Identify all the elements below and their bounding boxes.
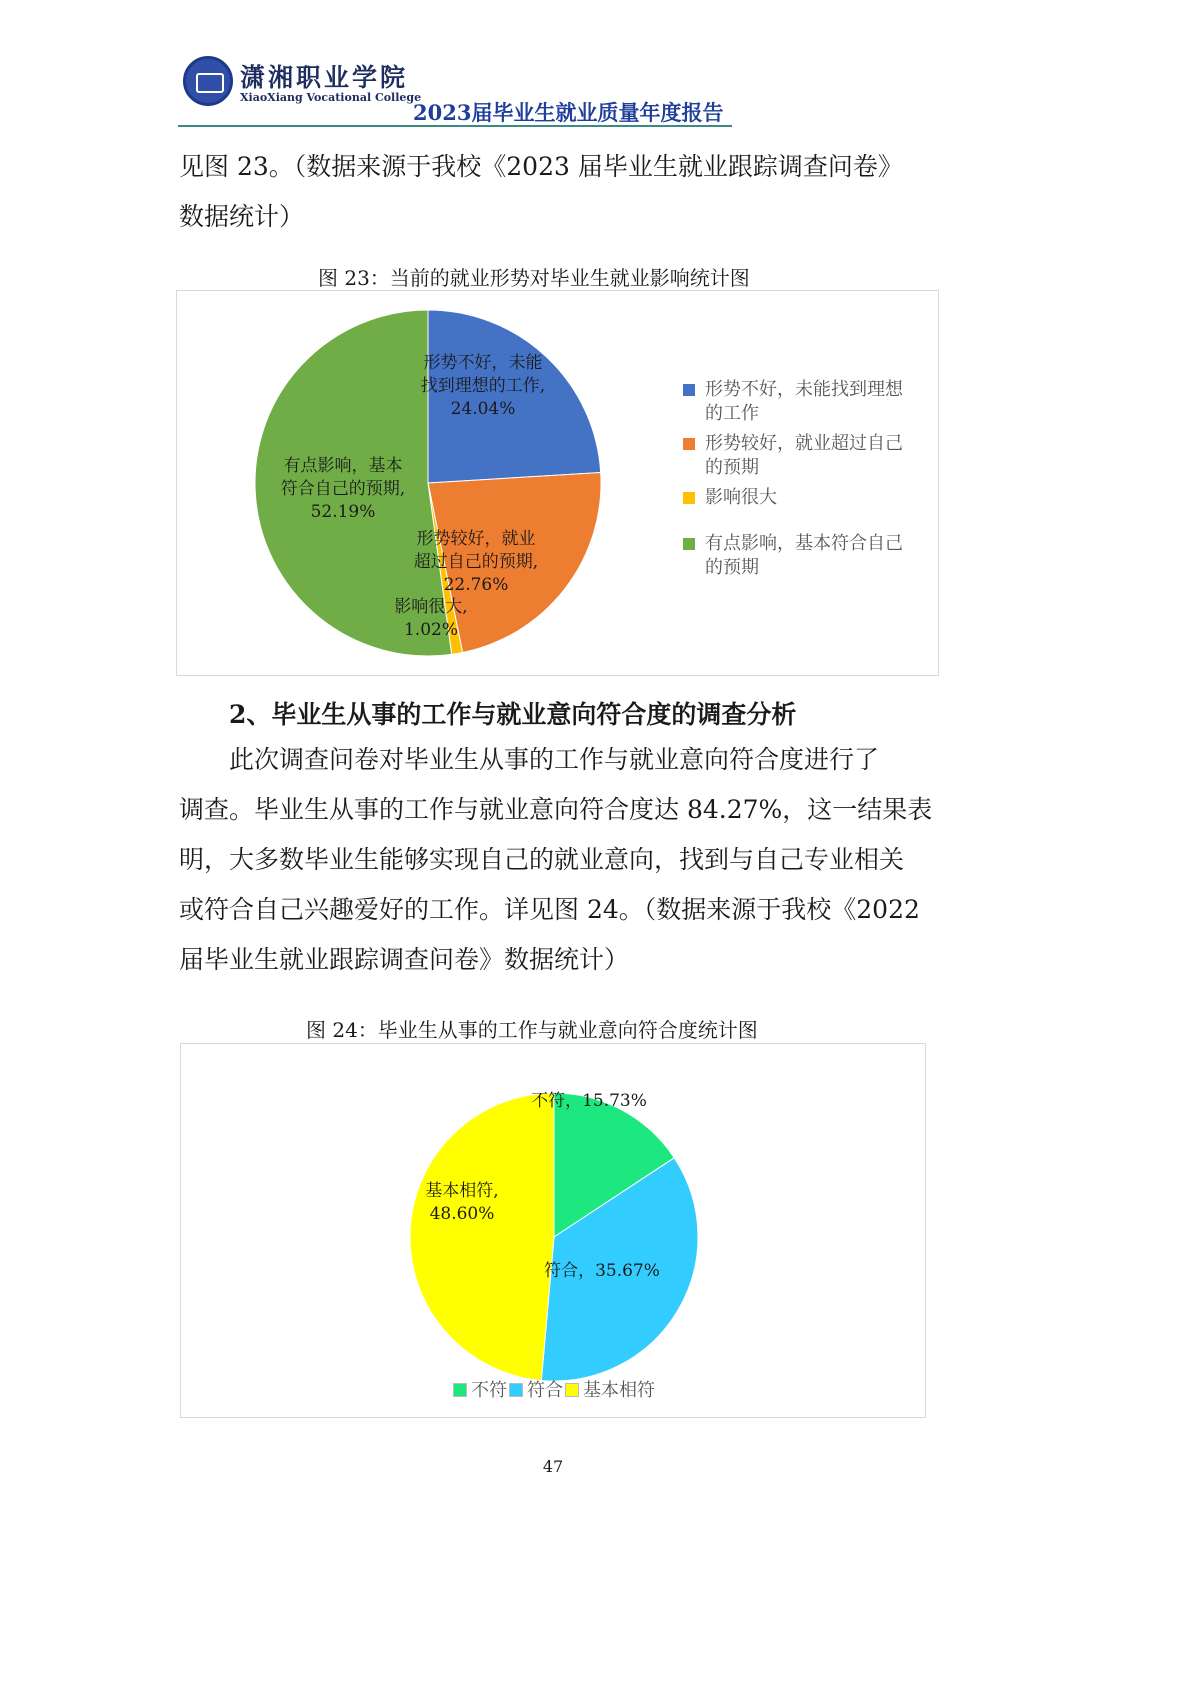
- fig24-pie-chart: [181, 1044, 925, 1417]
- fig23-slice-1: [428, 310, 601, 483]
- fig24-legend-item-3: 基本相符: [583, 1380, 655, 1401]
- intro-paragraph: [179, 142, 939, 242]
- section2-line-2: 调查。毕业生从事的工作与就业意向符合度达 84.27%，这一结果表: [179, 795, 933, 824]
- fig23-legend-item-3: [683, 486, 933, 510]
- fig23-data-label-1: 形势不好，未能找到理想的工作, 24.04%: [420, 353, 546, 419]
- legend-swatch: [453, 1383, 467, 1397]
- legend-label: 的工作: [705, 403, 759, 424]
- school-name-cn: 潇湘职业学院: [240, 63, 409, 92]
- legend-swatch: [683, 384, 695, 396]
- fig23-caption: 图 23：当前的就业形势对毕业生就业影响统计图: [318, 266, 750, 290]
- section2-paragraph: [179, 735, 939, 985]
- section2-line-3: 明，大多数毕业生能够实现自己的就业意向，找到与自己专业相关: [179, 845, 905, 874]
- section2-line-5: 届毕业生就业跟踪调查问卷》数据统计）: [179, 945, 630, 974]
- legend-label: 形势较好，就业超过自己: [705, 433, 903, 454]
- fig24-caption: 图 24：毕业生从事的工作与就业意向符合度统计图: [306, 1018, 758, 1042]
- fig24-legend: [180, 1376, 926, 1402]
- section-heading: 2、毕业生从事的工作与就业意向符合度的调查分析: [229, 700, 797, 729]
- legend-swatch: [683, 438, 695, 450]
- fig24-legend-item-1: 不符: [471, 1380, 507, 1401]
- fig23-legend: [683, 378, 933, 586]
- fig23-legend-item-2: [683, 432, 933, 480]
- header-rule: [178, 125, 732, 127]
- fig24-data-label-1: 不符，15.73%: [531, 1091, 647, 1111]
- legend-label: 的预期: [705, 457, 759, 478]
- college-logo: [183, 56, 233, 106]
- fig23-legend-item-4: [683, 532, 933, 580]
- fig24-data-label-2: 符合，35.67%: [544, 1261, 660, 1281]
- intro-line-1: 见图 23。（数据来源于我校《2023 届毕业生就业跟踪调查问卷》: [179, 152, 903, 181]
- intro-line-2: 数据统计）: [179, 202, 305, 231]
- fig24-data-label-3: 基本相符, 48.60%: [425, 1181, 499, 1224]
- legend-label: 有点影响，基本符合自己: [705, 533, 903, 554]
- legend-label: 的预期: [705, 557, 759, 578]
- fig24-legend-item-2: 符合: [527, 1380, 563, 1401]
- legend-label: 影响很大: [705, 487, 777, 508]
- legend-label: 形势不好，未能找到理想: [705, 379, 903, 400]
- page-number: 47: [542, 1457, 564, 1476]
- fig24-slice-3: [410, 1093, 554, 1380]
- section2-line-4: 或符合自己兴趣爱好的工作。详见图 24。（数据来源于我校《2022: [179, 895, 920, 924]
- legend-swatch: [683, 492, 695, 504]
- legend-swatch: [509, 1383, 523, 1397]
- section2-line-1: 此次调查问卷对毕业生从事的工作与就业意向符合度进行了: [229, 745, 880, 774]
- fig23-data-label-2: 形势较好，就业超过自己的预期, 22.76%: [413, 529, 539, 595]
- fig23-data-label-3: 影响很大, 1.02%: [394, 597, 468, 640]
- report-title: 2023届毕业生就业质量年度报告: [413, 100, 724, 125]
- fig23-data-label-4: 有点影响，基本符合自己的预期, 52.19%: [280, 456, 406, 522]
- legend-swatch: [683, 538, 695, 550]
- school-name-en: XiaoXiang Vocational College: [240, 91, 422, 104]
- legend-swatch: [565, 1383, 579, 1397]
- fig23-legend-item-1: [683, 378, 933, 426]
- fig24-chart-frame: [180, 1043, 926, 1418]
